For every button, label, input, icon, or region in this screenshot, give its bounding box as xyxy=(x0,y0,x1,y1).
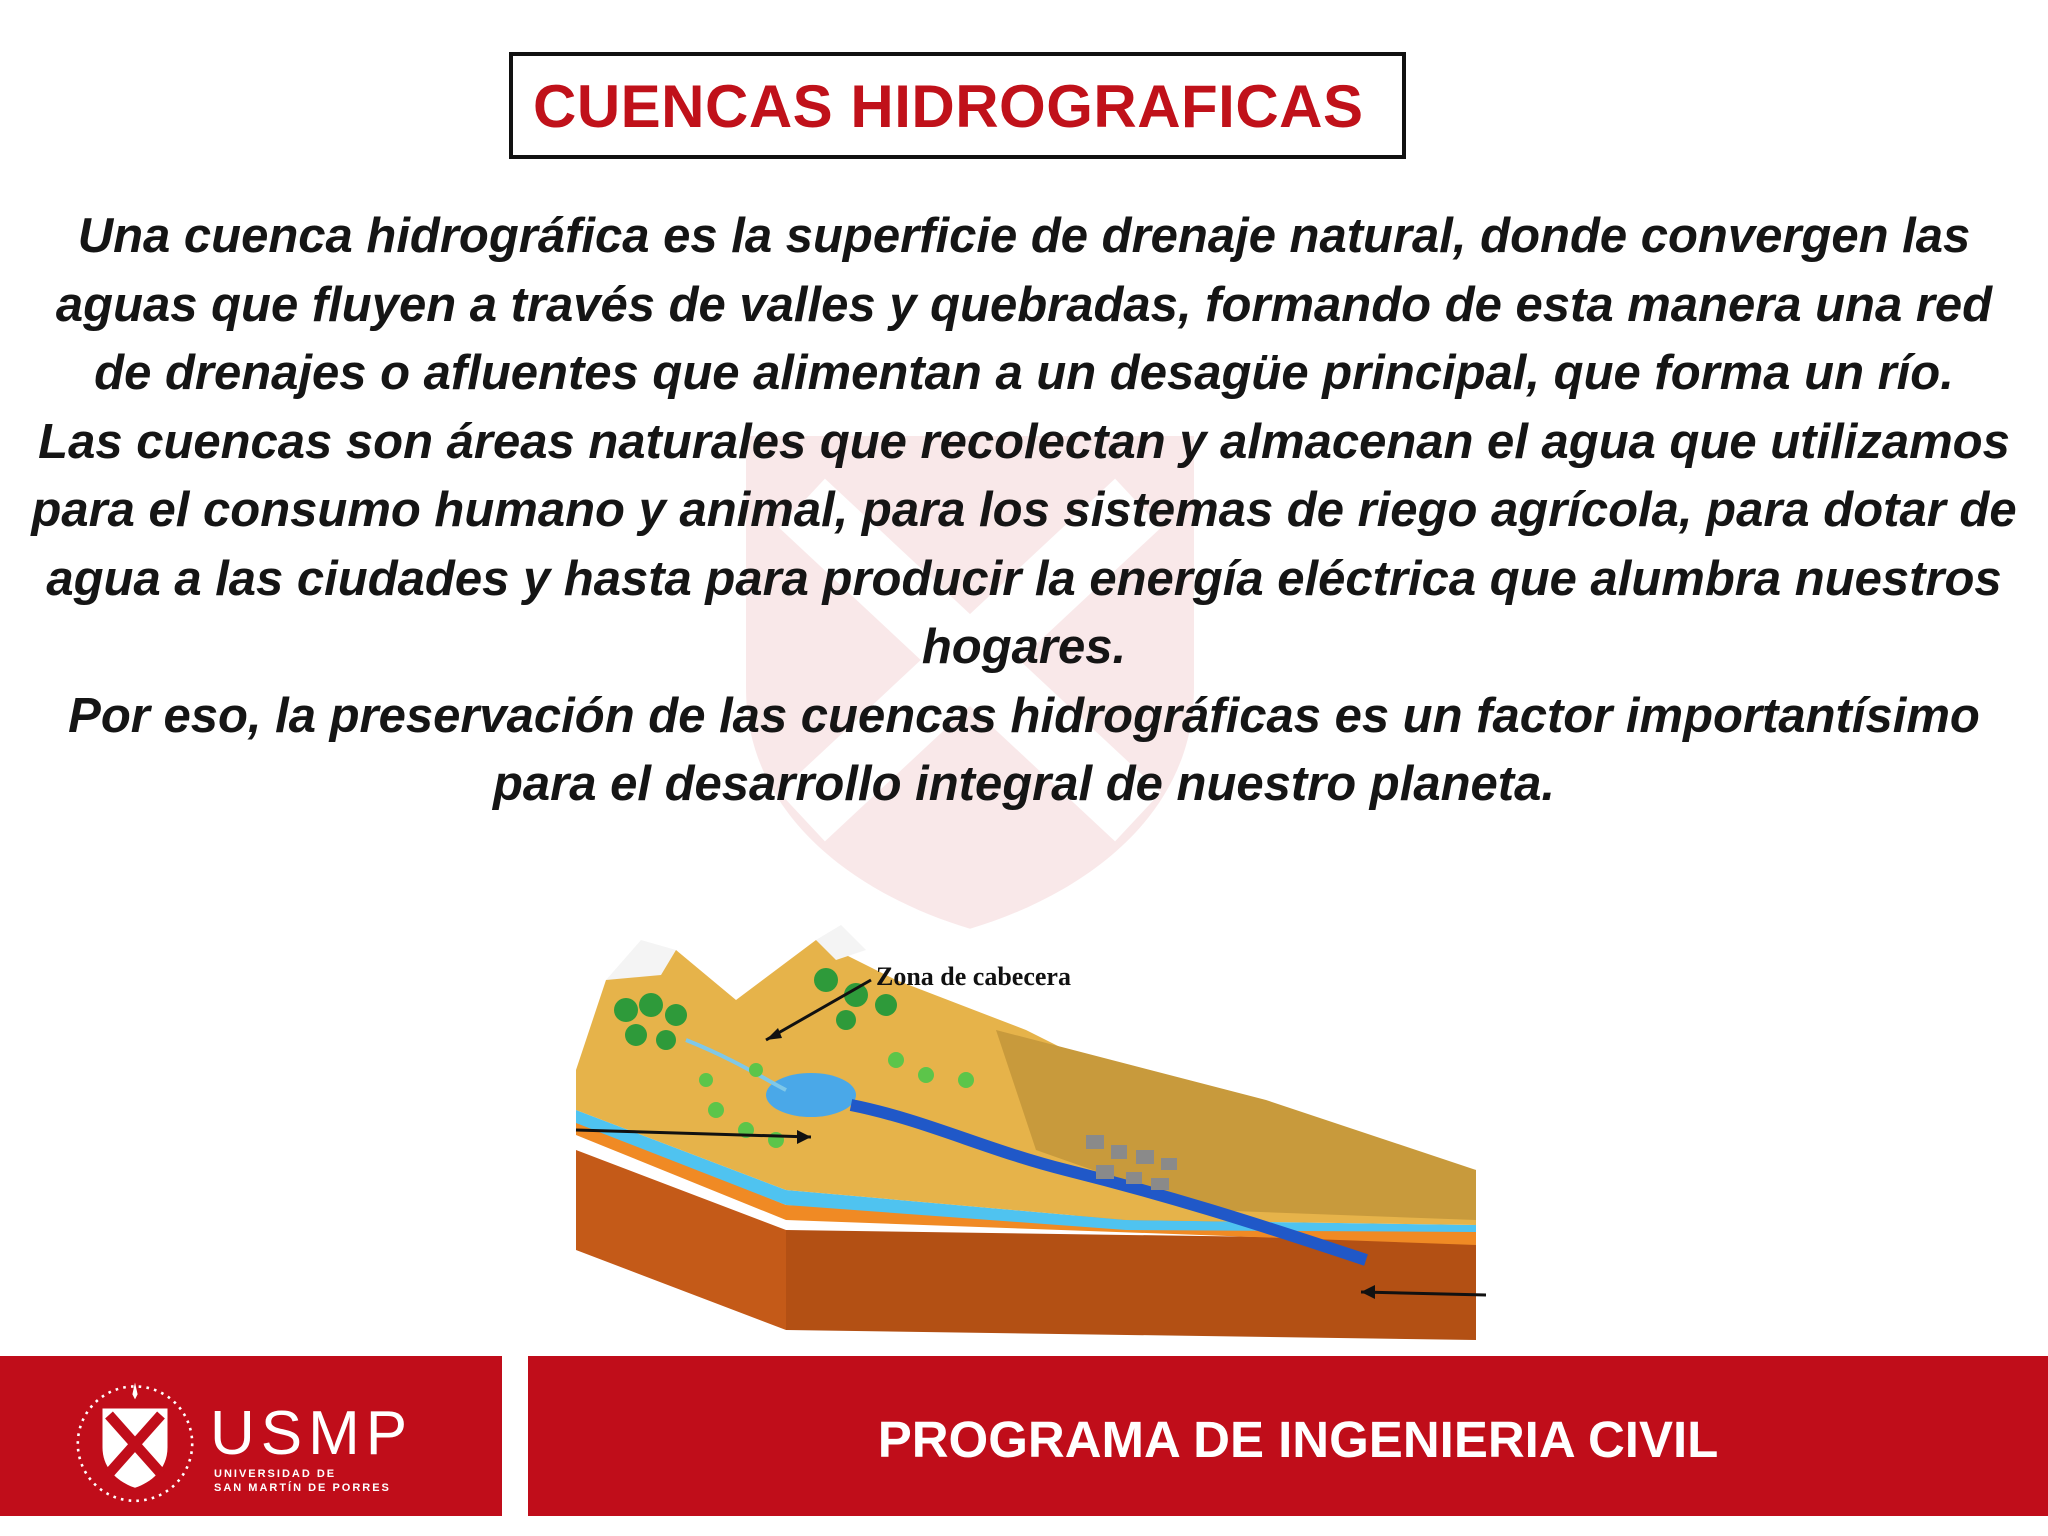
lake xyxy=(766,1073,856,1117)
program-title: PROGRAMA DE INGENIERIA CIVIL xyxy=(877,1411,1719,1468)
paragraph-preservation: Por eso, la preservación de las cuencas hidrográficas es un factor importantísimo para el desarrollo integral de nuestro planeta. xyxy=(68,688,1980,811)
paragraph-definition: Una cuenca hidrográfica es la superficie de drenaje natural, donde convergen las aguas que fluyen a través de valles y quebradas, formando de esta manera una red de drenajes o afluentes que alimentan a un desagüe principal, que forma un río. xyxy=(55,209,1993,400)
soil-side-face xyxy=(786,1230,1476,1340)
title-box xyxy=(509,52,1406,159)
body-text xyxy=(30,202,2018,819)
watershed-diagram xyxy=(566,920,1486,1340)
logo-subtitle-line1: UNIVERSIDAD DE xyxy=(214,1468,337,1480)
logo-wordmark: USMP xyxy=(210,1399,414,1468)
usmp-shield-icon xyxy=(70,1376,200,1506)
headwater-label: Zona de cabecera xyxy=(876,962,1071,991)
paragraph-uses: Las cuencas son áreas naturales que recolectan y almacenan el agua que utilizamos para el consumo humano y animal, para los sistemas de riego agrícola, para dotar de agua a las ciudades y hasta para producir la energía eléctrica que alumbra nuestros hogares. xyxy=(31,414,2017,674)
footer-logo-area xyxy=(0,1356,502,1516)
page-title: CUENCAS HIDROGRAFICAS xyxy=(533,73,1364,140)
logo-subtitle-line2: SAN MARTÍN DE PORRES xyxy=(214,1482,391,1494)
footer-program-banner xyxy=(528,1356,2048,1516)
